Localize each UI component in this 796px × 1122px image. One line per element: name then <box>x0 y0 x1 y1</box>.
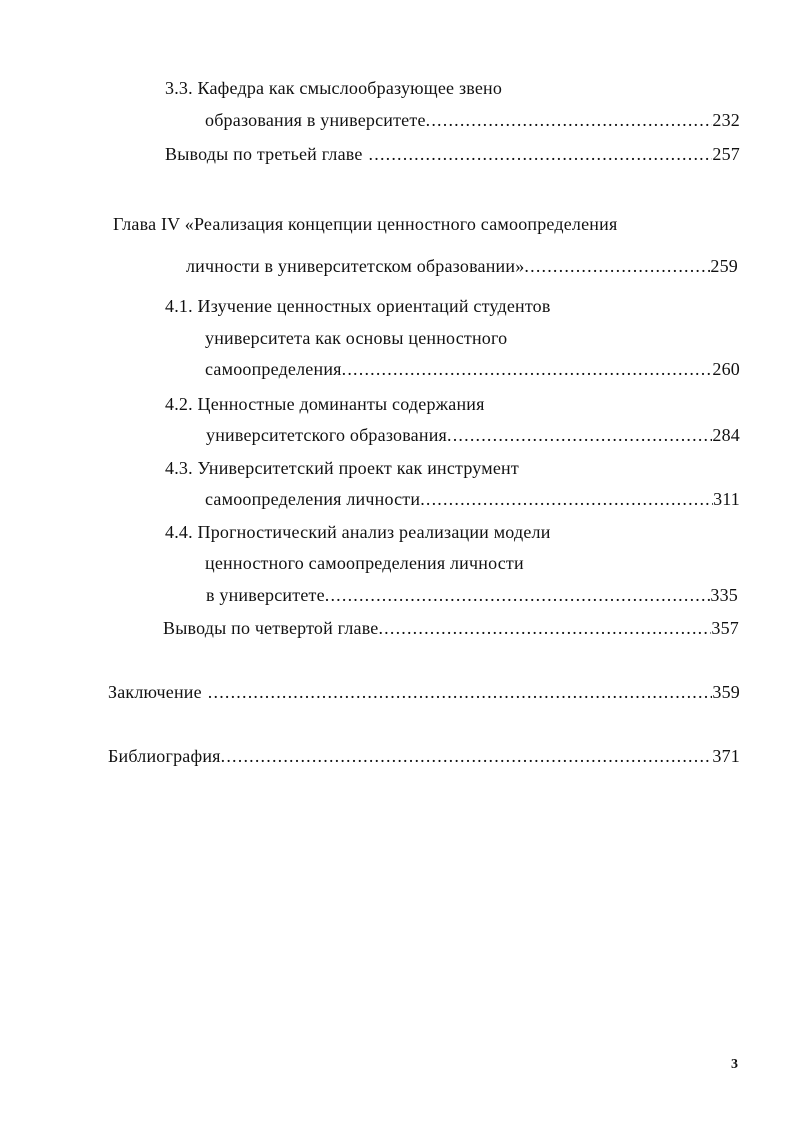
toc-entry-4-3-line <box>205 487 740 511</box>
toc-entry-conclusion-title: Заключение <box>108 682 202 702</box>
dot-leader <box>221 744 713 768</box>
toc-entry-4-3-title: 4.3. Университетский проект как инструмент <box>165 458 519 478</box>
toc-entry-bibliography <box>108 744 740 768</box>
toc-entry-4-2-title-cont: университетского образования <box>206 425 448 445</box>
toc-entry-bibliography-title: Библиография <box>108 746 221 766</box>
toc-entry-4-3-page: 311 <box>713 489 740 509</box>
toc-chapter-4-title: Глава IV «Реализация концепции ценностного самоопределения <box>113 214 618 234</box>
toc-entry-3-3-title: 3.3. Кафедра как смыслообразующее звено <box>165 78 503 98</box>
toc-entry-conclusions-ch4 <box>163 616 739 640</box>
toc-entry-4-2-page: 284 <box>712 425 740 445</box>
dot-leader <box>363 142 713 166</box>
dot-leader <box>420 487 713 511</box>
toc-entry-bibliography-page: 371 <box>712 746 740 766</box>
toc-entry-4-2-line <box>206 423 740 447</box>
toc-chapter-4-title-cont: личности в университетском образовании» <box>186 256 525 276</box>
toc-entry-4-1-page: 260 <box>712 359 740 379</box>
dot-leader <box>447 423 712 447</box>
dot-leader <box>426 108 713 132</box>
toc-entry-4-2-title: 4.2. Ценностные доминанты содержания <box>165 394 485 414</box>
toc-entry-conclusions-ch4-page: 357 <box>711 618 739 638</box>
toc-entry-4-4-title: 4.4. Прогностический анализ реализации модели <box>165 522 551 542</box>
toc-entry-conclusion <box>108 680 740 704</box>
toc-entry-3-3-line <box>205 108 740 132</box>
page-number: 3 <box>731 1057 738 1072</box>
toc-entry-conclusions-ch3 <box>165 142 740 166</box>
toc-entry-4-4-title-cont: ценностного самоопределения личности <box>205 553 524 573</box>
toc-entry-3-3-title-cont: образования в университете <box>205 110 426 130</box>
toc-entry-4-4-page: 335 <box>710 585 738 605</box>
toc-entry-3-3-page: 232 <box>712 110 740 130</box>
toc-entry-4-4-title-end: в университете <box>206 585 325 605</box>
dot-leader <box>524 254 710 278</box>
toc-entry-4-1-title-cont: университета как основы ценностного <box>205 328 508 348</box>
toc-entry-4-4-line <box>206 583 738 607</box>
toc-entry-4-1-title-end: самоопределения <box>205 359 342 379</box>
toc-chapter-4-page: 259 <box>710 256 738 276</box>
dot-leader <box>378 616 711 640</box>
toc-chapter-4-line <box>186 254 738 278</box>
toc-entry-conclusions-ch3-title: Выводы по третьей главе <box>165 144 363 164</box>
toc-entry-4-1-title: 4.1. Изучение ценностных ориентаций студентов <box>165 296 551 316</box>
toc-entry-4-3-title-cont: самоопределения личности <box>205 489 421 509</box>
toc-entry-conclusion-page: 359 <box>712 682 740 702</box>
dot-leader <box>325 583 711 607</box>
toc-entry-4-1-line <box>205 357 740 381</box>
dot-leader <box>202 680 713 704</box>
dot-leader <box>342 357 713 381</box>
toc-entry-conclusions-ch3-page: 257 <box>712 144 740 164</box>
toc-entry-conclusions-ch4-title: Выводы по четвертой главе <box>163 618 379 638</box>
